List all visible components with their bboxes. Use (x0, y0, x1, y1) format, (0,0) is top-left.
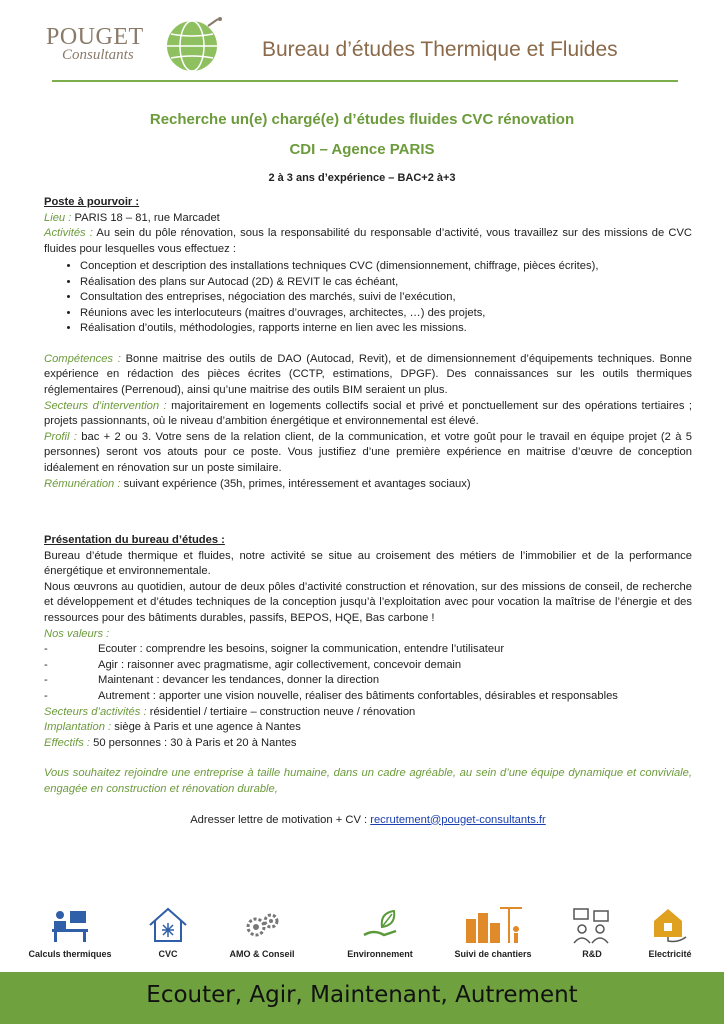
service-label: Electricité (648, 949, 692, 959)
service-rd (560, 905, 624, 959)
service-suivi-chantiers (438, 905, 548, 959)
logo-subtitle: Consultants (62, 47, 134, 63)
service-label: AMO & Conseil (229, 949, 295, 959)
service-label: Calculs thermiques (28, 949, 112, 959)
competences-text: Bonne maitrise des outils de DAO (Autocad, Revit), et de dimensionnement d’équipements techniques. Bonne expérience en rédaction des pièces écrites (CCTP, estimations, DPGF). Des connaissances sur les outils thermiques réglementaires (Perrenoud), ainsi qu’une maitrise des outils BIM seraient un plus. (44, 352, 692, 397)
experience-requirement: 2 à 3 ans d’expérience – BAC+2 à+3 (268, 172, 456, 184)
activites-label: Activités : (44, 227, 93, 240)
list-item: • Réunions avec les interlocuteurs (maitres d’ouvrages, architectes, …) des projets, (80, 306, 692, 322)
services-bar (0, 905, 724, 973)
house-snowflake-icon (146, 905, 190, 945)
service-amo-conseil (214, 905, 310, 959)
header-divider (52, 80, 678, 82)
recruitment-email-link[interactable]: recrutement@pouget-consultants.fr (370, 813, 546, 826)
activites-text: Au sein du pôle rénovation, sous la responsabilité du responsable d’activité, vous travaillez sur des missions de CVC fluides pour lesquelles vous effectuez : (44, 227, 692, 255)
company-logo (44, 14, 234, 76)
bureau-section (44, 533, 692, 828)
list-item: - Ecouter : comprendre les besoins, soigner la communication, entendre l’utilisateur (44, 643, 505, 656)
apply-line (44, 813, 692, 829)
header-title: Bureau d’études Thermique et Fluides (262, 38, 618, 61)
remuneration-line (44, 477, 692, 493)
bureau-paragraph-2: Nous œuvrons au quotidien, autour de deux pôles d’activité construction et rénovation, sur des missions de conseil, de recherche et développement et d’études techniques de la conception jusqu’à l’exploitation avec pour vocation la maîtrise de l’énergie et des ressources pour des bâtiments durables, passifs, BEPOS, HQE, Bas carbone ! (44, 580, 692, 624)
bureau-heading: Présentation du bureau d’études : (44, 534, 225, 546)
profil-label: Profil : (44, 430, 77, 443)
list-item: • Réalisation des plans sur Autocad (2D) & REVIT le cas échéant, (80, 275, 692, 291)
secteurs-activites-line: Secteurs d’activités : résidentiel / tertiaire – construction neuve / rénovation (44, 705, 416, 718)
closing-paragraph: Vous souhaitez rejoindre une entreprise à taille humaine, dans un cadre agréable, au sein d’une équipe dynamique et conviviale, engagée en construction et rénovation durable, (44, 767, 692, 795)
poste-heading: Poste à pourvoir : (44, 196, 140, 208)
apply-text: Adresser lettre de motivation + CV : (190, 813, 371, 826)
missions-list (44, 259, 692, 337)
poste-section (44, 195, 692, 492)
secteurs-intervention-paragraph (44, 399, 692, 430)
profil-paragraph (44, 430, 692, 477)
people-research-icon (570, 905, 614, 945)
service-label: CVC (158, 949, 178, 959)
list-item: - Autrement : apporter une vision nouvelle, réaliser des bâtiments confortables, désirables et responsables (44, 689, 618, 702)
list-item: • Consultation des entreprises, négociation des marchés, suivi de l’exécution, (80, 290, 692, 306)
bureau-paragraph-1: Bureau d’étude thermique et fluides, notre activité se situe au croisement des métiers de l’immobilier et de la performance énergétique et environnementale. (44, 549, 692, 578)
footer-band (0, 972, 724, 1024)
service-environnement (330, 905, 430, 959)
competences-label: Compétences : (44, 352, 121, 365)
service-label: Environnement (347, 949, 413, 959)
activites-paragraph (44, 226, 692, 257)
house-plug-icon (648, 905, 692, 945)
footer-slogan: Ecouter, Agir, Maintenant, Autrement (146, 982, 578, 1008)
gears-icon (240, 905, 284, 945)
secteurs-intervention-text: majoritairement en logements collectifs social et privé et ponctuellement sur des opérations tertiaires ; projets passionnants, où le niveau d’ambition énergétique et environnemental est élevé. (44, 399, 692, 428)
logo-brand: POUGET (46, 24, 144, 50)
lieu-value: PARIS 18 – 81, rue Marcadet (71, 211, 220, 224)
job-title: Recherche un(e) chargé(e) d’études fluides CVC rénovation (149, 111, 575, 128)
globe-logo-icon (162, 16, 226, 74)
construction-site-icon (460, 905, 526, 945)
service-electricite (632, 905, 708, 959)
list-item: • Conception et description des installations techniques CVC (dimensionnement, chiffrage, pièces écrites), (80, 259, 692, 275)
lieu-label: Lieu : (44, 211, 72, 224)
remuneration-text: suivant expérience (35h, primes, intéressement et avantages sociaux) (120, 477, 471, 490)
remuneration-label: Rémunération : (44, 477, 121, 490)
hand-leaf-icon (358, 905, 402, 945)
service-calculs-thermiques (22, 905, 118, 959)
implantation-line: Implantation : siège à Paris et une agence à Nantes (44, 721, 301, 734)
competences-paragraph (44, 352, 692, 399)
contract-type: CDI – Agence PARIS (289, 141, 435, 158)
profil-text: bac + 2 ou 3. Votre sens de la relation client, de la communication, et votre goût pour le travail en équipe projet (2 à 5 personnes) seront vos atouts pour ce poste. Vous justifiez d’une première expérience en maitrise d’œuvre de conception idéalement en rénovation sur un poste similaire. (44, 430, 692, 475)
lieu-line (44, 211, 692, 227)
service-label: R&D (582, 949, 602, 959)
desk-worker-icon (48, 905, 92, 945)
list-item: - Maintenant : devancer les tendances, donner la direction (44, 674, 380, 687)
secteurs-intervention-label: Secteurs d’intervention : (44, 399, 167, 412)
effectifs-line: Effectifs : 50 personnes : 30 à Paris et 20 à Nantes (44, 736, 297, 749)
list-item: • Réalisation d’outils, méthodologies, rapports interne en lien avec les missions. (80, 321, 692, 337)
service-cvc (128, 905, 208, 959)
list-item: - Agir : raisonner avec pragmatisme, agir collectivement, concevoir demain (44, 658, 462, 671)
valeurs-label: Nos valeurs : (44, 627, 110, 640)
service-label: Suivi de chantiers (454, 949, 532, 959)
